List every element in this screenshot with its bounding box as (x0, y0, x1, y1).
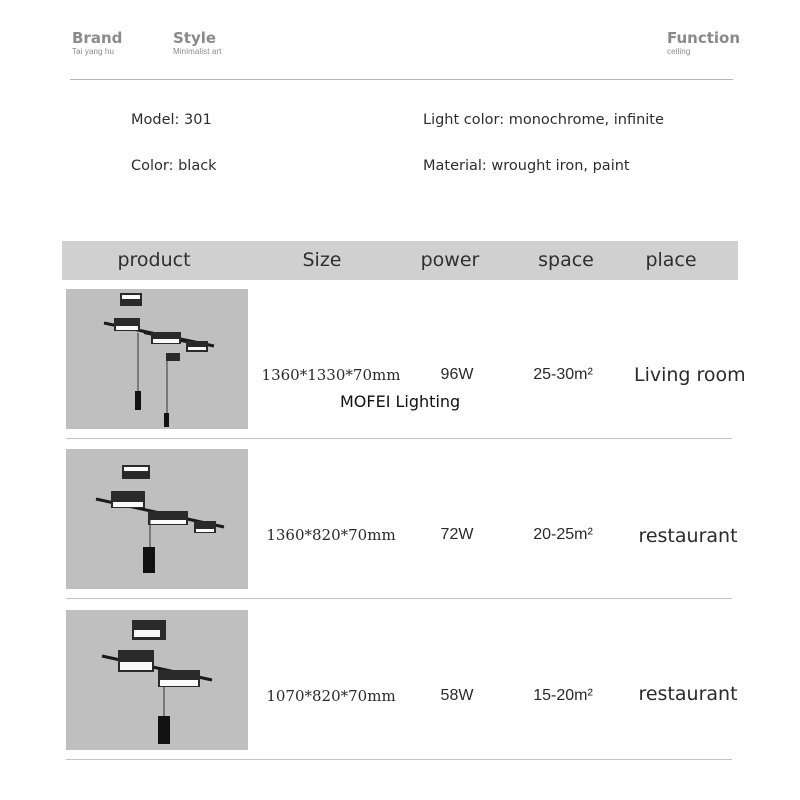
brand-value: Tai yang hu (72, 47, 115, 56)
row2-power: 72W (440, 526, 474, 543)
row3-size: 1070*820*70mm (266, 687, 396, 705)
column-header-space: space (538, 249, 594, 271)
column-header-product: product (117, 249, 191, 271)
brand-title: Brand (72, 29, 123, 47)
header-divider (70, 79, 733, 80)
row1-place: Living room (634, 364, 746, 386)
function-value: ceiling (667, 47, 691, 56)
row1-space: 25-30m² (533, 366, 593, 383)
row3-power: 58W (440, 687, 474, 704)
watermark: MOFEI Lighting (340, 392, 461, 411)
spec-material: Material: wrought iron, paint (423, 158, 630, 174)
row1-size: 1360*1330*70mm (261, 366, 401, 384)
style-block (173, 30, 222, 56)
spec-model: Model: 301 (131, 112, 212, 128)
row2-place: restaurant (638, 525, 738, 547)
product-photo-3 (66, 610, 248, 750)
style-value: Minimalist art (173, 47, 222, 56)
row-divider-1 (66, 438, 732, 439)
column-header-size: Size (302, 249, 342, 271)
row3-space: 15-20m² (533, 687, 593, 704)
function-title: Function (667, 29, 741, 47)
product-photo-1 (66, 289, 248, 429)
column-header-place: place (645, 249, 697, 271)
row-divider-3 (66, 759, 732, 760)
row1-power: 96W (440, 366, 474, 383)
function-block (667, 30, 740, 56)
row2-space: 20-25m² (533, 526, 593, 543)
product-photo-2 (66, 449, 248, 589)
row2-size: 1360*820*70mm (266, 526, 396, 544)
column-header-power: power (420, 249, 480, 271)
table-header (62, 241, 738, 280)
brand-block (72, 30, 122, 56)
row-divider-2 (66, 598, 732, 599)
spec-color: Color: black (131, 158, 217, 174)
spec-light-color: Light color: monochrome, infinite (423, 112, 664, 128)
row3-place: restaurant (638, 683, 738, 705)
style-title: Style (173, 29, 217, 47)
